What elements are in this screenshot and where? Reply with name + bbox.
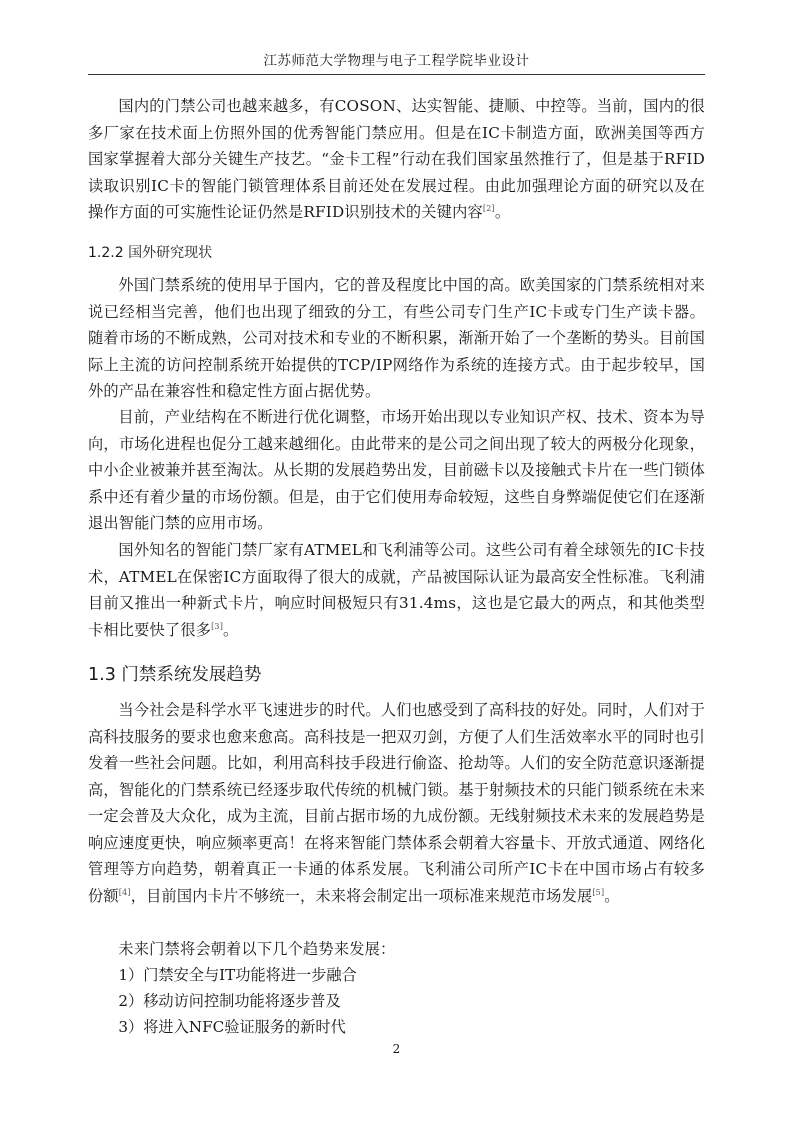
citation-2: [2]: [482, 203, 495, 213]
page-number: 2: [392, 1042, 401, 1056]
citation-3: [3]: [211, 621, 224, 631]
paragraph-future-trends-intro: 未来门禁将会朝着以下几个趋势来发展：: [118, 940, 396, 958]
list-item-1: 1）门禁安全与IT功能将进一步融合: [118, 966, 357, 984]
paragraph-foreign-manufacturers: 国外知名的智能门禁厂家有ATMEL和飞利浦等公司。这些公司有着全球领先的IC卡技术，ATMEL在保密IC方面取得了很大的成就，产品被国际认证为最高安全性标准。飞利浦目前又推出一种新式卡片，响应时间极短只有31.4ms，这也是它最大的两点，和其他类型卡相比要快了很多[3]。: [88, 541, 705, 639]
paragraph-domestic-companies: 国内的门禁公司也越来越多，有COSON、达实智能、捷顺、中控等。当前，国内的很多厂家在技术面上仿照外国的优秀智能门禁应用。但是在IC卡制造方面，欧洲美国等西方国家掌握着大部分关键生产技艺。“金卡工程”行动在我们国家虽然推行了，但是基于RFID读取识别IC卡的智能门锁管理体系目前还处在发展过程。由此加强理论方面的研究以及在操作方面的可实施性论证仍然是RFID识别技术的关键内容[2]。: [88, 97, 705, 221]
paragraph-foreign-status: 外国门禁系统的使用早于国内，它的普及程度比中国的高。欧美国家的门禁系统相对来说已经相当完善，他们也出现了细致的分工，有些公司专门生产IC卡或专门生产读卡器。随着市场的不断成熟，公司对技术和专业的不断积累，渐渐开始了一个垄断的势头。目前国际上主流的访问控制系统开始提供的TCP/IP网络作为系统的连接方式。由于起步较早，国外的产品在兼容性和稳定性方面占据优势。: [88, 276, 705, 400]
list-item-3: 3）将进入NFC验证服务的新时代: [118, 1018, 346, 1036]
paragraph-industry-structure: 目前，产业结构在不断进行优化调整，市场开始出现以专业知识产权、技术、资本为导向，市场化进程也促分工越来越细化。由此带来的是公司之间出现了较大的两极分化现象，中小企业被兼并甚至淘汰。从长期的发展趋势出发，目前磁卡以及接触式卡片在一些门锁体系中还有着少量的市场份额。但是，由于它们使用寿命较短，这些自身弊端促使它们在逐渐退出智能门禁的应用市场。: [88, 408, 705, 532]
section-heading-1-3: 1.3 门禁系统发展趋势: [88, 665, 262, 685]
subsection-heading-1-2-2: 1.2.2 国外研究现状: [88, 245, 213, 261]
list-item-2: 2）移动访问控制功能将逐步普及: [118, 992, 341, 1010]
citation-5: [5]: [592, 887, 605, 897]
paragraph-development-trend: 当今社会是科学水平飞速进步的时代。人们也感受到了高科技的好处。同时，人们对于高科技服务的要求也愈来愈高。高科技是一把双刃剑，方便了人们生活效率水平的同时也引发着一些社会问题。比如，利用高科技手段进行偷盗、抢劫等。人们的安全防范意识逐渐提高，智能化的门禁系统已经逐步取代传统的机械门锁。基于射频技术的只能门锁系统在未来一定会普及大众化，成为主流，目前占据市场的九成份额。无线射频技术未来的发展趋势是响应速度更快，响应频率更高！在将来智能门禁体系会朝着大容量卡、开放式通道、网络化管理等方向趋势，朝着真正一卡通的体系发展。飞利浦公司所产IC卡在中国市场占有较多份额[4]，目前国内卡片不够统一，未来将会制定出一项标准来规范市场发展[5]。: [88, 701, 705, 905]
citation-4: [4]: [118, 887, 131, 897]
page-header: 江苏师范大学物理与电子工程学院毕业设计: [88, 48, 705, 75]
